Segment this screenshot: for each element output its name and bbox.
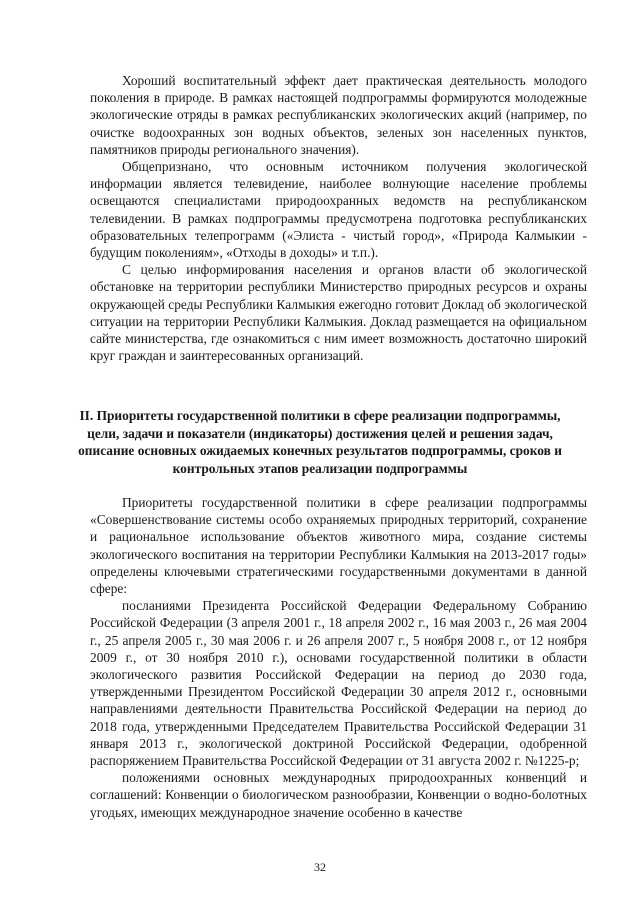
paragraph-television: Общепризнано, что основным источником получения экологической информации является телевидение, наиболее волнующие население проблемы освещаются специалистами природоохранных ведомств на республиканском телевидении. В рамках подпрограммы предусмотрена подготовка республиканских образовательных телепрограмм («Элиста - чистый город», «Природа Калмыкии - будущим поколениям», «Отходы в доходы» и т.п.).	[90, 159, 587, 261]
paragraph-presidential-messages: посланиями Президента Российской Федерации Федеральному Собранию Российской Федерации (3 апреля 2001 г., 18 апреля 2002 г., 16 мая 2003 г., 26 мая 2004 г., 25 апреля 2005 г., 30 мая 2006 г. и 26 апреля 2007 г., 5 ноября 2008 г., от 12 ноября 2009 г., от 30 ноября 2010 г.), основами государственной политики в области экологического развития Российской Федерации на период до 2030 года, утвержденными Президентом Российской Федерации 30 апреля 2012 г., основными направлениями деятельности Правительства Российской Федерации на период до 2018 года, утвержденными Председателем Правительства Российской Федерации 31 января 2013 г., экологической доктриной Российской Федерации, одобренной распоряжением Правительства Российской Федерации от 31 августа 2002 г. №1225-р;	[90, 598, 587, 769]
paragraph-priorities: Приоритеты государственной политики в сфере реализации подпрограммы «Совершенствование системы особо охраняемых природных территорий, сохранение и рациональное использование объектов животного мира, создание системы экологического воспитания на территории Республики Калмыкия на 2013-2017 годы» определены ключевыми стратегическими государственными документами в данной сфере:	[90, 495, 587, 597]
body-text-bottom	[90, 494, 587, 821]
paragraph-annual-report: С целью информирования населения и органов власти об экологической обстановке на территории республики Министерство природных ресурсов и охраны окружающей среды Республики Калмыкия ежегодно готовит Доклад об экологической ситуации на территории Республики Калмыкия. Доклад размещается на официальном сайте министерства, где ознакомиться с ним имеет возможность достаточно широкий круг граждан и заинтересованных организаций.	[90, 262, 587, 364]
body-text-top	[90, 72, 587, 364]
paragraph-international-conventions: положениями основных международных природоохранных конвенций и соглашений: Конвенции о биологическом разнообразии, Конвенции о водно-болотных угодьях, имеющих международное значение особенно в качестве	[90, 770, 587, 820]
page-number: 32	[314, 860, 326, 874]
section-heading: II. Приоритеты государственной политики в сфере реализации подпрограммы, цели, задачи и показатели (индикаторы) достижения целей и решения задач, описание основных ожидаемых конечных результатов подпрограммы, сроков и контрольных этапов реализации подпрограммы	[78, 408, 562, 476]
paragraph-youth-activity: Хороший воспитательный эффект дает практическая деятельность молодого поколения в природе. В рамках настоящей подпрограммы формируются молодежные экологические отряды в рамках республиканских экологических акций (например, по очистке водоохранных зон водных объектов, зеленых зон населенных пунктов, памятников природы регионального значения).	[90, 73, 587, 157]
